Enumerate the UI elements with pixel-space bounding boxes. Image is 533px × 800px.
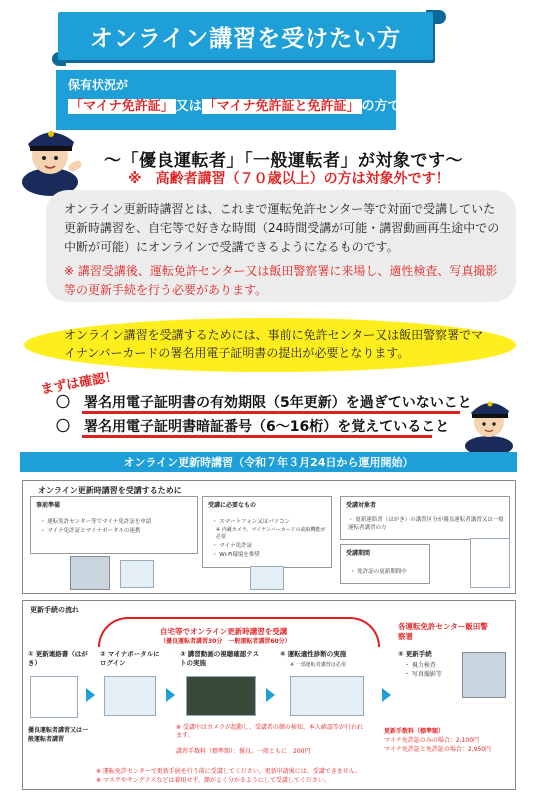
prep-item: ・ Wi-Fi環境を推奨 — [212, 552, 260, 558]
step-5-title: ⑤ 更新手続 — [398, 650, 432, 658]
update-fee-2: マイナ免許証と免許証の場合：2,950円 — [384, 746, 492, 753]
update-fee-1: マイナ免許証のみの場合：2,100円 — [384, 737, 480, 744]
check-tag: まずは確認！ — [39, 369, 120, 398]
prep-box-label: 事前準備 — [36, 502, 61, 509]
footer-note-1: ※ 運転免許センターで更新手続を行う前に受講してください。更新申請後には、受講できません。 — [96, 768, 362, 775]
intro-note: ※ 講習受講後、運転免許センター又は飯田警察署に来場し、適性検査、写真撮影等の更新手続を行う必要があります。 — [64, 264, 498, 297]
police-mascot-icon — [454, 388, 524, 454]
arrow-icon — [266, 688, 275, 702]
prereq-text: オンライン講習を受講するためには、事前に免許センター又は飯田警察署でマイナンバーカードの署名用電子証明書の提出が必要となります。 — [64, 328, 484, 360]
camera-note: ※ 受講中はカメラが起動し、受講者の顔の検知、本人確認等が行われます。 — [176, 724, 363, 739]
arrow-icon — [166, 688, 175, 702]
step-4-title: ④ 運転適性診断の実施 — [280, 650, 347, 658]
building-icon — [70, 556, 110, 590]
laptop-icon — [104, 676, 156, 716]
step-1-caption: 優良運転者講習又は一般運転者講習 — [28, 727, 89, 743]
prep-box-label: 受講に必要なもの — [208, 502, 257, 509]
holder-mid: 又は — [175, 99, 202, 114]
arrow-icon — [382, 688, 391, 702]
postcard-icon — [470, 538, 510, 588]
lecture-fee: 講習手数料（標準額）：優良、一般ともに 200円 — [176, 748, 311, 755]
flow-title: 更新手続の流れ — [30, 606, 79, 614]
update-fee-title: 更新手数料（標準額） — [384, 728, 445, 735]
holder-line1: 保有状況が — [68, 78, 129, 92]
laptop-icon — [290, 676, 364, 716]
building-icon — [462, 652, 506, 698]
step-5-item: ・ 写真撮影等 — [404, 671, 442, 678]
police-mascot-icon — [8, 112, 92, 196]
holder-line2 — [68, 95, 401, 114]
step-3-title: ③ 講習動画の視聴確認テストの実施 — [180, 650, 260, 667]
laptop-icon — [250, 566, 284, 590]
section-title: オンライン更新時講習（令和７年３月24日から運用開始） — [123, 456, 414, 469]
intro-text: オンライン更新時講習とは、これまで運転免許センター等で対面で受講していた更新時講習を、自宅等で好きな時間（24時間受講が可能・講習動画再生途中での中断が可能）にオンラインで受講できるようになるものです。 — [64, 202, 500, 254]
elderly-exclusion: ※ 高齢者講習（７０歳以上）の方は対象外です！ — [128, 171, 450, 187]
postcard-icon — [30, 676, 78, 718]
prep-item: ・ 運転免許センター等でマイナ免許証を申請 — [40, 519, 152, 525]
step-4-sub: ※ 一部運転者講習は必須 — [290, 662, 346, 668]
prep-item: ・ スマートフォン又はパソコン — [212, 519, 291, 525]
prep-item: ※ 内蔵カメラ、マイナンバーカードの読取機能が必要 — [216, 527, 326, 540]
prep-item: ・ マイナ免許証とマイナポータルの連携 — [40, 528, 141, 534]
check-item-pin: 〇 署名用電子証明書暗証番号（6～16桁）を覚えていること — [56, 419, 450, 435]
arrow-icon — [86, 688, 95, 702]
holder-highlight-1: 「マイナ免許証」 — [70, 99, 174, 114]
step-2-title: ② マイナポータルにログイン — [100, 650, 160, 667]
check-item-expiry: 〇 署名用電子証明書の有効期限（5年更新）を過ぎていないこと — [56, 395, 472, 411]
home-sub: （優良運転者講習30分 一般運転者講習60分） — [160, 638, 291, 645]
target-statement: ～「優良運転者」「一般運転者」が対象です～ — [104, 151, 463, 171]
prep-title: オンライン更新時講習を受講するために — [38, 486, 182, 495]
page-title: オンライン講習を受けたい方 — [89, 25, 402, 52]
prep-item: ・ マイナ免許証 — [212, 543, 253, 549]
prep-item: ・ 免許証の更新期間中 — [350, 569, 407, 575]
holder-tail: の方で — [361, 99, 401, 114]
prep-item: ・ 更新連絡書（はがき）の講習区分が優良運転者講習又は一般運転者講習の方 — [348, 517, 504, 531]
prep-box-label: 受講対象者 — [346, 502, 377, 509]
home-title: 自宅等でオンライン更新時講習を受講 — [160, 627, 288, 636]
footer-note-2: ※ マスクやサングラスなどは着用せず、顔がよく分かるようにして受講してください。 — [96, 777, 330, 784]
step-1-title: ① 更新連絡書（はがき） — [28, 650, 88, 667]
step-5-item: ・ 視力検査 — [404, 662, 436, 669]
video-thumbnail — [186, 676, 256, 716]
holder-highlight-2: 「マイナ免許証と免許証」 — [203, 99, 360, 114]
person-icon — [120, 560, 154, 588]
center-title: 各運転免許センター飯田警察署 — [398, 622, 488, 641]
prep-box-label: 受講期間 — [346, 550, 371, 557]
